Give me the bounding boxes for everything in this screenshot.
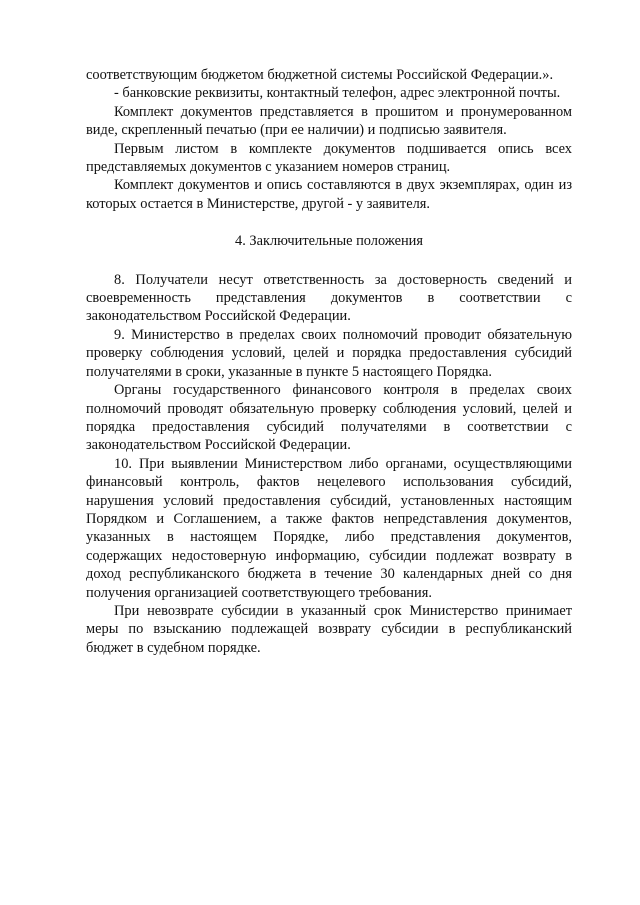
- section-heading: 4. Заключительные положения: [235, 233, 423, 250]
- paragraph-bank-details: - банковские реквизиты, контактный телефон, адрес электронной почты.: [114, 85, 561, 102]
- paragraph-state-control: Органы государственного финансового контроля в пределах своих полномочий проводят обязательную проверку соблюдения условий, целей и порядка предоставления субсидий получателями в соответствии с законодательством Российской Федерации.: [86, 382, 572, 454]
- paragraph-inventory-first-sheet: Первым листом в комплекте документов подшивается опись всех представляемых документов с указанием номеров страниц.: [86, 140, 572, 176]
- paragraph-document-set-format: Комплект документов представляется в прошитом и пронумерованном виде, скрепленный печатью (при ее наличии) и подписью заявителя.: [86, 103, 572, 139]
- section-heading-wrap: [86, 232, 572, 250]
- paragraph-budget-system: соответствующим бюджетом бюджетной системы Российской Федерации.».: [86, 67, 554, 83]
- paragraph-non-return: При невозврате субсидии в указанный срок Министерство принимает меры по взысканию подлежащей возврату субсидии в республиканский бюджет в судебном порядке.: [86, 602, 572, 656]
- document-page: [86, 66, 572, 657]
- paragraph-item-9: 9. Министерство в пределах своих полномочий проводит обязательную проверку соблюдения условий, целей и порядка предоставления субсидий получателями в сроки, указанные в пункте 5 настоящего Порядка.: [86, 326, 572, 380]
- paragraph-item-8: 8. Получатели несут ответственность за достоверность сведений и своевременность представления документов в соответствии с законодательством Российской Федерации.: [86, 271, 572, 325]
- paragraph-two-copies: Комплект документов и опись составляются в двух экземплярах, один из которых остается в Министерстве, другой - у заявителя.: [86, 177, 572, 212]
- paragraph-item-10: 10. При выявлении Министерством либо органами, осуществляющими финансовый контроль, фактов нецелевого использования субсидий, нарушения условий предоставления субсидий, установленных настоящим Порядком и Соглашением, а также фактов непредставления документов, указанных в настоящем Порядке, либо представления документов, содержащих недостоверную информацию, субсидии подлежат возврату в доход республиканского бюджета в течение 30 календарных дней со дня получения организацией соответствующего требования.: [86, 455, 572, 601]
